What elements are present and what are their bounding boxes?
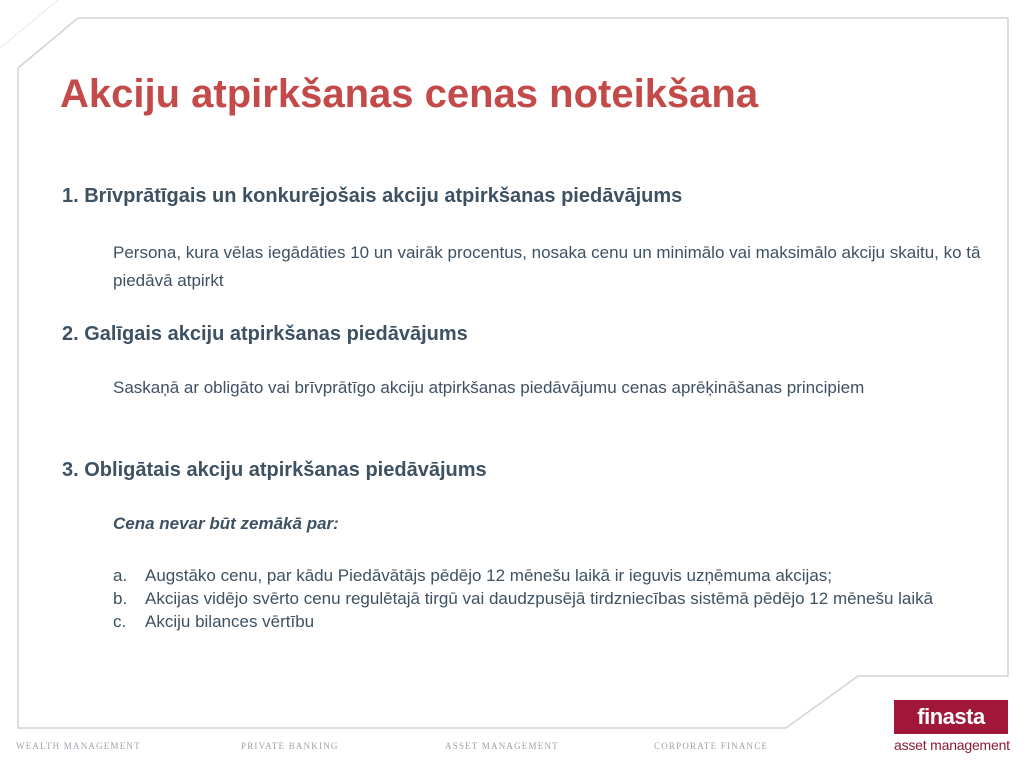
section-2-heading: 2. Galīgais akciju atpirkšanas piedāvājums [62, 323, 468, 345]
section-3-heading: 3. Obligātais akciju atpirkšanas piedāvājums [62, 459, 487, 481]
logo-tagline: asset management [894, 737, 1010, 753]
section-1-text: Persona, kura vēlas iegādāties 10 un vairāk procentus, nosaka cenu un minimālo vai maksimālo akciju skaitu, ko tā piedāvā atpirkt [113, 243, 981, 290]
list-item-text: Akciju bilances vērtību [145, 612, 315, 631]
list-marker: c. [113, 612, 127, 631]
section-1-heading: 1. Brīvprātīgais un konkurējošais akciju atpirkšanas piedāvājums [62, 185, 683, 207]
price-criteria-list [113, 566, 993, 635]
footer-corporate-finance: CORPORATE FINANCE [654, 741, 769, 751]
section-3-lead: Cena nevar būt zemākā par: [113, 514, 339, 533]
footer-private-banking: PRIVATE BANKING [241, 741, 339, 751]
list-item [113, 589, 993, 609]
slide-title: Akciju atpirkšanas cenas noteikšana [60, 72, 759, 116]
list-marker: b. [113, 589, 128, 608]
list-marker: a. [113, 566, 128, 585]
footer-wealth-management: WEALTH MANAGEMENT [16, 741, 141, 751]
footer-asset-management: ASSET MANAGEMENT [445, 741, 559, 751]
list-item-text: Augstāko cenu, par kādu Piedāvātājs pēdējo 12 mēnešu laikā ir ieguvis uzņēmuma akcijas; [145, 566, 833, 585]
list-item-text: Akcijas vidējo svērto cenu regulētajā tirgū vai daudzpusējā tirdzniecības sistēmā pēdējo 12 mēnešu laikā [145, 589, 934, 608]
section-2-text: Saskaņā ar obligāto vai brīvprātīgo akciju atpirkšanas piedāvājumu cenas aprēķināšanas principiem [113, 378, 865, 397]
list-item [113, 566, 993, 586]
finasta-logo: finasta [894, 700, 1008, 734]
list-item [113, 612, 993, 632]
